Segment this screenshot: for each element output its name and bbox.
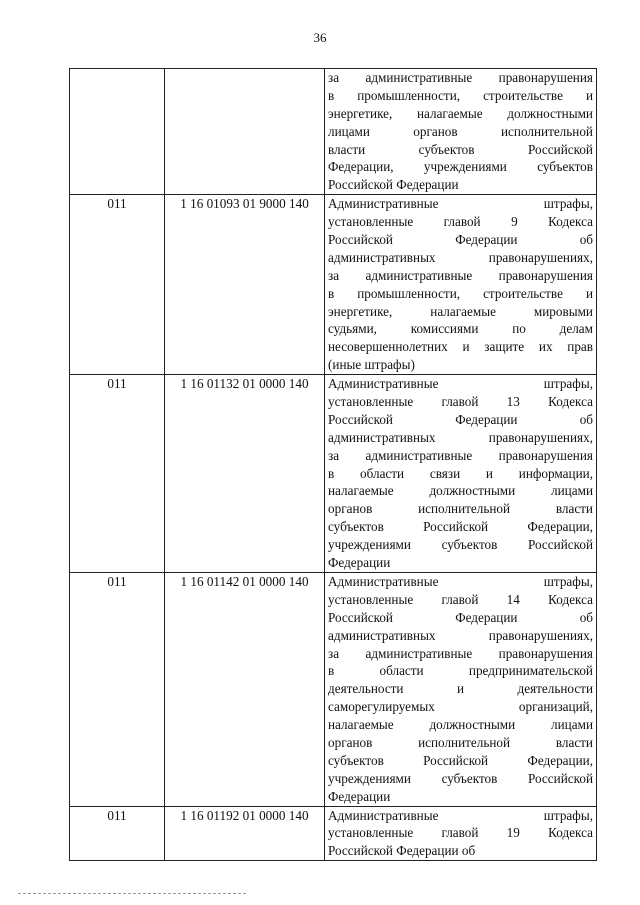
description-line: за административные правонарушения bbox=[328, 267, 593, 283]
description-line: саморегулируемых организаций, bbox=[328, 699, 593, 715]
administrator-code-cell: 011 bbox=[70, 195, 165, 375]
description-line: Федерации, учреждениями субъектов bbox=[328, 159, 593, 175]
administrator-code-cell: 011 bbox=[70, 806, 165, 861]
description-line: органов исполнительной власти bbox=[328, 734, 593, 750]
description-line: энергетике, налагаемые должностными bbox=[328, 105, 593, 121]
description-line: налагаемые должностными лицами bbox=[328, 483, 593, 499]
description-line: Административные штрафы, bbox=[328, 376, 593, 392]
description-line: налагаемые должностными лицами bbox=[328, 717, 593, 733]
budget-classification-code-cell: 1 16 01132 01 0000 140 bbox=[165, 375, 325, 573]
description-line: в промышленности, строительстве и bbox=[328, 285, 593, 301]
description-line: установленные главой 14 Кодекса bbox=[328, 591, 593, 607]
description-line: (иные штрафы) bbox=[328, 357, 415, 373]
description-line: Российской Федерации bbox=[328, 177, 459, 193]
description-line: деятельности и деятельности bbox=[328, 681, 593, 697]
description-line: лицами органов исполнительной bbox=[328, 123, 593, 139]
budget-codes-table bbox=[69, 68, 597, 861]
description-line: субъектов Российской Федерации, bbox=[328, 752, 593, 768]
description-line: Российской Федерации об bbox=[328, 843, 476, 859]
description-line: Административные штрафы, bbox=[328, 196, 593, 212]
table-row bbox=[70, 69, 597, 195]
administrator-code-cell: 011 bbox=[70, 572, 165, 806]
page-number: 36 bbox=[313, 30, 327, 45]
table-row bbox=[70, 806, 597, 861]
table-row bbox=[70, 195, 597, 375]
administrator-code-cell bbox=[70, 69, 165, 195]
table-row bbox=[70, 375, 597, 573]
budget-classification-code-cell: 1 16 01192 01 0000 140 bbox=[165, 806, 325, 861]
description-line: в области связи и информации, bbox=[328, 465, 593, 481]
description-line: несовершеннолетних и защите их прав bbox=[328, 339, 593, 355]
description-line: установленные главой 13 Кодекса bbox=[328, 394, 593, 410]
description-line: энергетике, налагаемые мировыми bbox=[328, 303, 593, 319]
description-line: административных правонарушениях, bbox=[328, 627, 593, 643]
description-line: органов исполнительной власти bbox=[328, 501, 593, 517]
budget-classification-code-cell: 1 16 01142 01 0000 140 bbox=[165, 572, 325, 806]
scan-artifact-line bbox=[18, 893, 246, 896]
description-line: за административные правонарушения bbox=[328, 70, 593, 85]
income-description-cell bbox=[325, 375, 597, 573]
budget-classification-code-cell: 1 16 01093 01 9000 140 bbox=[165, 195, 325, 375]
description-line: в промышленности, строительстве и bbox=[328, 87, 593, 103]
description-line: за административные правонарушения bbox=[328, 645, 593, 661]
description-line: Российской Федерации об bbox=[328, 609, 593, 625]
table-body bbox=[70, 69, 597, 861]
description-line: административных правонарушениях, bbox=[328, 249, 593, 265]
description-line: установленные главой 9 Кодекса bbox=[328, 214, 593, 230]
description-line: за административные правонарушения bbox=[328, 447, 593, 463]
description-line: Административные штрафы, bbox=[328, 807, 593, 823]
description-line: Административные штрафы, bbox=[328, 573, 593, 589]
income-description-cell bbox=[325, 195, 597, 375]
description-line: власти субъектов Российской bbox=[328, 141, 593, 157]
table-row bbox=[70, 572, 597, 806]
description-line: судьями, комиссиями по делам bbox=[328, 321, 593, 337]
description-line: Федерации bbox=[328, 788, 391, 804]
description-line: установленные главой 19 Кодекса bbox=[328, 825, 593, 841]
income-description-cell bbox=[325, 572, 597, 806]
income-description-cell bbox=[325, 69, 597, 195]
description-line: субъектов Российской Федерации, bbox=[328, 519, 593, 535]
description-line: в области предпринимательской bbox=[328, 663, 593, 679]
description-line: Федерации bbox=[328, 555, 391, 571]
description-line: административных правонарушениях, bbox=[328, 429, 593, 445]
description-line: Российской Федерации об bbox=[328, 411, 593, 427]
description-line: Российской Федерации об bbox=[328, 232, 593, 248]
budget-classification-code-cell bbox=[165, 69, 325, 195]
administrator-code-cell: 011 bbox=[70, 375, 165, 573]
description-line: учреждениями субъектов Российской bbox=[328, 770, 593, 786]
income-description-cell bbox=[325, 806, 597, 861]
description-line: учреждениями субъектов Российской bbox=[328, 537, 593, 553]
